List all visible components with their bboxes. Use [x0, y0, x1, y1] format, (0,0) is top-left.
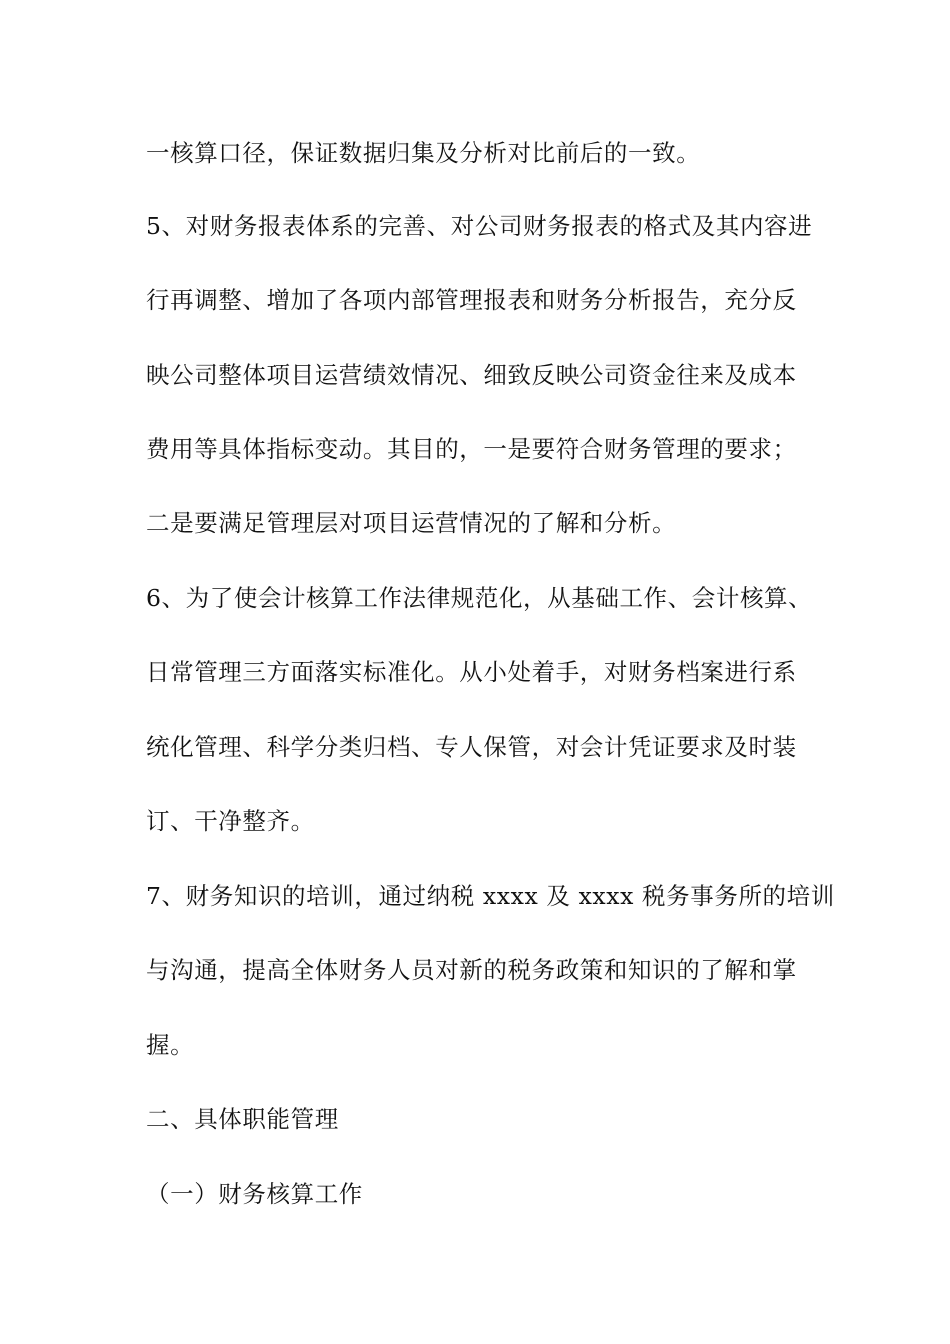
text-line: 映公司整体项目运营绩效情况、细致反映公司资金往来及成本 [146, 361, 797, 389]
text-line: 统化管理、科学分类归档、专人保管，对会计凭证要求及时装 [146, 733, 797, 761]
text-line: 日常管理三方面落实标准化。从小处着手，对财务档案进行系 [146, 658, 797, 686]
text-line: 与沟通，提高全体财务人员对新的税务政策和知识的了解和掌 [146, 956, 797, 984]
text-line: 行再调整、增加了各项内部管理报表和财务分析报告，充分反 [146, 286, 797, 314]
text-line: 费用等具体指标变动。其目的，一是要符合财务管理的要求； [146, 435, 797, 463]
text-line: 握。 [146, 1031, 195, 1059]
text-line: 订、干净整齐。 [146, 807, 315, 835]
section-heading: 二、具体职能管理 [146, 1105, 339, 1133]
text-line: 5、对财务报表体系的完善、对公司财务报表的格式及其内容进 [146, 212, 813, 240]
text-line: 6、为了使会计核算工作法律规范化，从基础工作、会计核算、 [146, 584, 813, 612]
text-line: 一核算口径，保证数据归集及分析对比前后的一致。 [146, 139, 701, 167]
text-line: 二是要满足管理层对项目运营情况的了解和分析。 [146, 509, 677, 537]
subsection-heading: （一）财务核算工作 [146, 1180, 363, 1208]
text-line: 7、财务知识的培训，通过纳税 xxxx 及 xxxx 税务事务所的培训 [146, 882, 835, 910]
